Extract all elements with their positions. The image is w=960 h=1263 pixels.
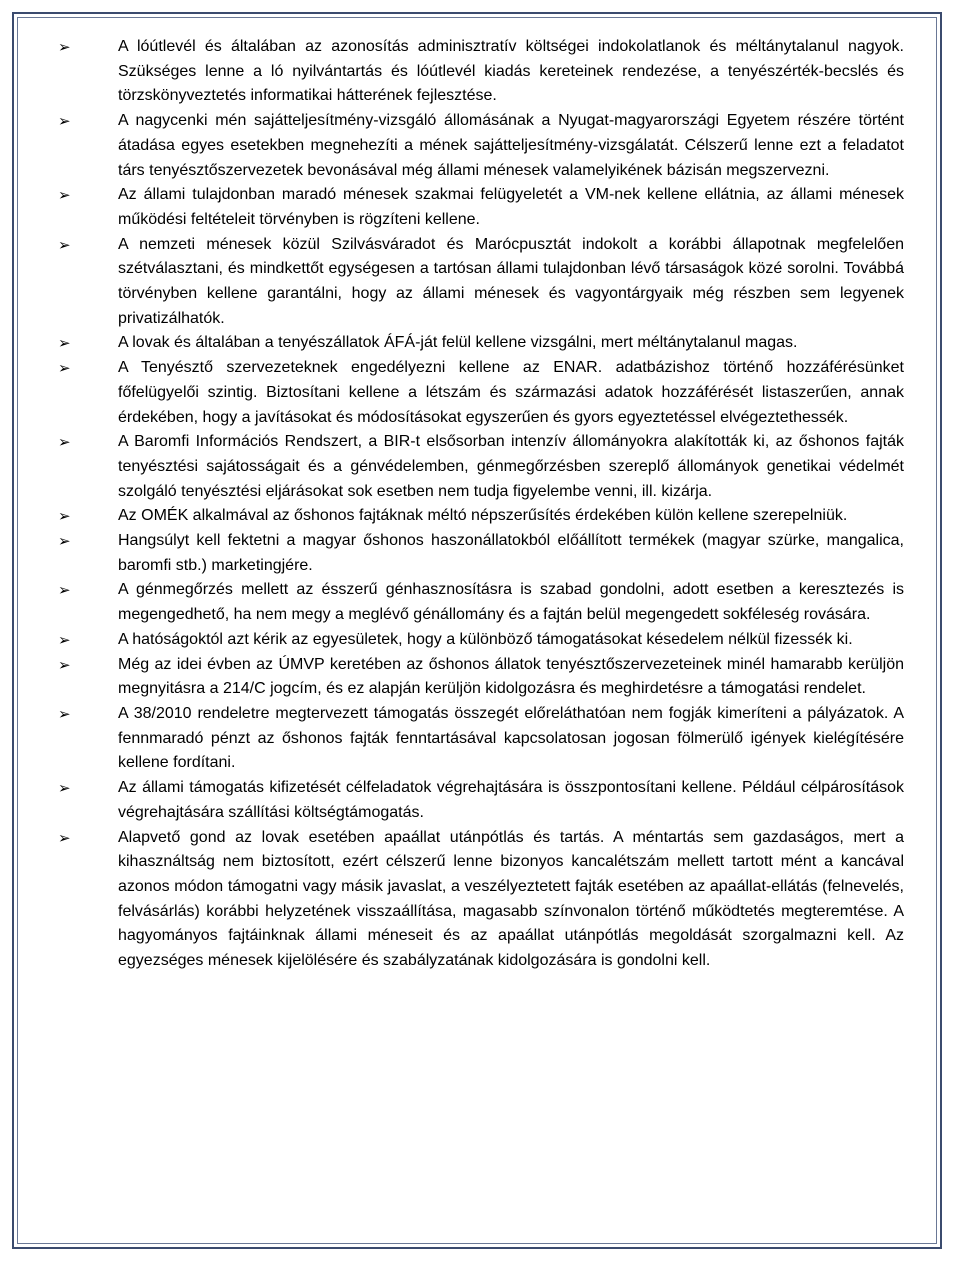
- list-item: [58, 331, 904, 356]
- list-item: [58, 653, 904, 702]
- arrow-bullet-icon: ➢: [58, 828, 71, 847]
- list-item: [58, 578, 904, 627]
- list-item-text: Hangsúlyt kell fektetni a magyar őshonos haszonállatokból előállított termékek (magyar szürke, mangalica, baromfi stb.) marketingjére.: [118, 532, 904, 574]
- list-item-text: A hatóságoktól azt kérik az egyesületek, hogy a különböző támogatásokat késedelem nélkül fizessék ki.: [118, 630, 853, 648]
- list-item: [58, 109, 904, 183]
- arrow-bullet-icon: ➢: [58, 186, 71, 205]
- document-body: [58, 35, 904, 974]
- list-item: [58, 702, 904, 776]
- arrow-bullet-icon: ➢: [58, 779, 71, 798]
- list-item-text: Az állami tulajdonban maradó ménesek szakmai felügyeletét a VM-nek kellene ellátnia, az állami ménesek működési feltételeit törvényben is rögzíteni kellene.: [118, 186, 904, 228]
- list-item: [58, 826, 904, 974]
- list-item: [58, 430, 904, 504]
- list-item-text: A lovak és általában a tenyészállatok ÁFÁ-ját felül kellene vizsgálni, mert méltánytalanul magas.: [118, 334, 798, 352]
- arrow-bullet-icon: ➢: [58, 704, 71, 723]
- list-item: [58, 356, 904, 430]
- list-item-text: A nagycenki mén sajátteljesítmény-vizsgáló állomásának a Nyugat-magyarországi Egyetem részére történt átadása egyes esetekben megnehezíti a mének sajátteljesítmény-vizsgálatát. Célszerű lenne ezt a feladatot társ tenyésztőszervezetek bevonásával még állami ménesek valamelyikének bázisán megszervezni.: [118, 112, 904, 179]
- list-item-text: Az OMÉK alkalmával az őshonos fajtáknak méltó népszerűsítés érdekében külön kellene szerepelniük.: [118, 507, 848, 525]
- list-item: [58, 504, 904, 529]
- list-item-text: Alapvető gond az lovak esetében apaállat utánpótlás és tartás. A méntartás sem gazdaságos, mert a kihasználtság nem biztosított, ezért célszerű lenne bizonyos kancalétszám mellett tartott mént a kancával azonos módon támogatni vagy másik javaslat, a veszélyeztetett fajták esetében az apaállat-ellátás (felnevelés, felvásárlás) korábbi helyzetének visszaállítása, magasabb színvonalon történő működtetés megteremtése. A hagyományos fajtáinknak állami méneseit és az apaállat utánpótlás megoldását szorgalmazni kell. Az egyezséges ménesek kijelölésére és szabályzatának kidolgozására is gondolni kell.: [118, 828, 904, 970]
- list-item-text: Az állami támogatás kifizetését célfeladatok végrehajtására is összpontosítani kellene. Például célpárosítások végrehajtására szállítási költségtámogatás.: [118, 779, 904, 821]
- arrow-bullet-icon: ➢: [58, 630, 71, 649]
- list-item-text: A génmegőrzés mellett az ésszerű génhasznosításra is szabad gondolni, adott esetben a keresztezés is megengedhető, ha nem megy a meglévő génállomány és a fajtán belül megengedett sokféleség rovására.: [118, 581, 904, 624]
- list-item-text: A nemzeti ménesek közül Szilvásváradot és Marócpusztát indokolt a korábbi állapotnak megfelelően szétválasztani, és mindkettőt egységesen a tartósan állami tulajdonban lévő társaságok közé sorolni. Továbbá törvényben kellene garantálni, hogy az állami ménesek és vagyontárgyaik még részben sem legyenek privatizálhatók.: [118, 235, 904, 327]
- list-item: [58, 183, 904, 232]
- arrow-bullet-icon: ➢: [58, 334, 71, 353]
- list-item: [58, 35, 904, 109]
- arrow-bullet-icon: ➢: [58, 433, 71, 452]
- arrow-bullet-icon: ➢: [58, 581, 71, 600]
- list-item-text: A 38/2010 rendeletre megtervezett támogatás összegét előreláthatóan nem fogják kimeríteni a pályázatok. A fennmaradó pénzt az őshonos fajták fenntartásával kapcsolatosan jogosan fölmerülő igények kielégítésére kellene fordítani.: [118, 704, 904, 772]
- arrow-bullet-icon: ➢: [58, 532, 71, 551]
- list-item: [58, 233, 904, 332]
- arrow-bullet-icon: ➢: [58, 507, 71, 526]
- list-item: [58, 776, 904, 825]
- arrow-bullet-icon: ➢: [58, 655, 71, 674]
- arrow-bullet-icon: ➢: [58, 235, 71, 254]
- list-item: [58, 628, 904, 653]
- list-item-text: A lóútlevél és általában az azonosítás adminisztratív költségei indokolatlanok és méltánytalanul nagyok. Szükséges lenne a ló nyilvántartás és lóútlevél kiadás kereteinek rendezése, a tenyészérték-becslés és törzskönyveztetés informatikai hátterének fejlesztése.: [118, 38, 904, 105]
- arrow-bullet-icon: ➢: [58, 38, 71, 56]
- bullet-list: [58, 35, 904, 974]
- arrow-bullet-icon: ➢: [58, 359, 71, 378]
- list-item-text: Még az idei évben az ÚMVP keretében az őshonos állatok tenyésztőszervezeteinek minél hamarabb kerüljön megnyitásra a 214/C jogcím, és ez alapján kerüljön kidolgozásra és meghirdetésre a támogatási rendelet.: [118, 655, 904, 698]
- list-item: [58, 529, 904, 578]
- list-item-text: A Tenyésztő szervezeteknek engedélyezni kellene az ENAR. adatbázishoz történő hozzáférésünket főfelügyelői szintig. Biztosítani kellene a létszám és származási adatok hozzáférését listaszerűen, annak érdekében, hogy a javításokat és módosításokat egyszerűen és gyors egyeztetéssel elvégeztethessék.: [118, 359, 904, 426]
- list-item-text: A Baromfi Információs Rendszert, a BIR-t elsősorban intenzív állományokra alakították ki, az őshonos fajták tenyésztési sajátosságait és a génvédelemben, génmegőrzésben szereplő állományok genetikai védelmét szolgáló tenyésztési eljárásokat sok esetben nem tudja figyelembe venni, ill. kizárja.: [118, 433, 904, 500]
- arrow-bullet-icon: ➢: [58, 112, 71, 131]
